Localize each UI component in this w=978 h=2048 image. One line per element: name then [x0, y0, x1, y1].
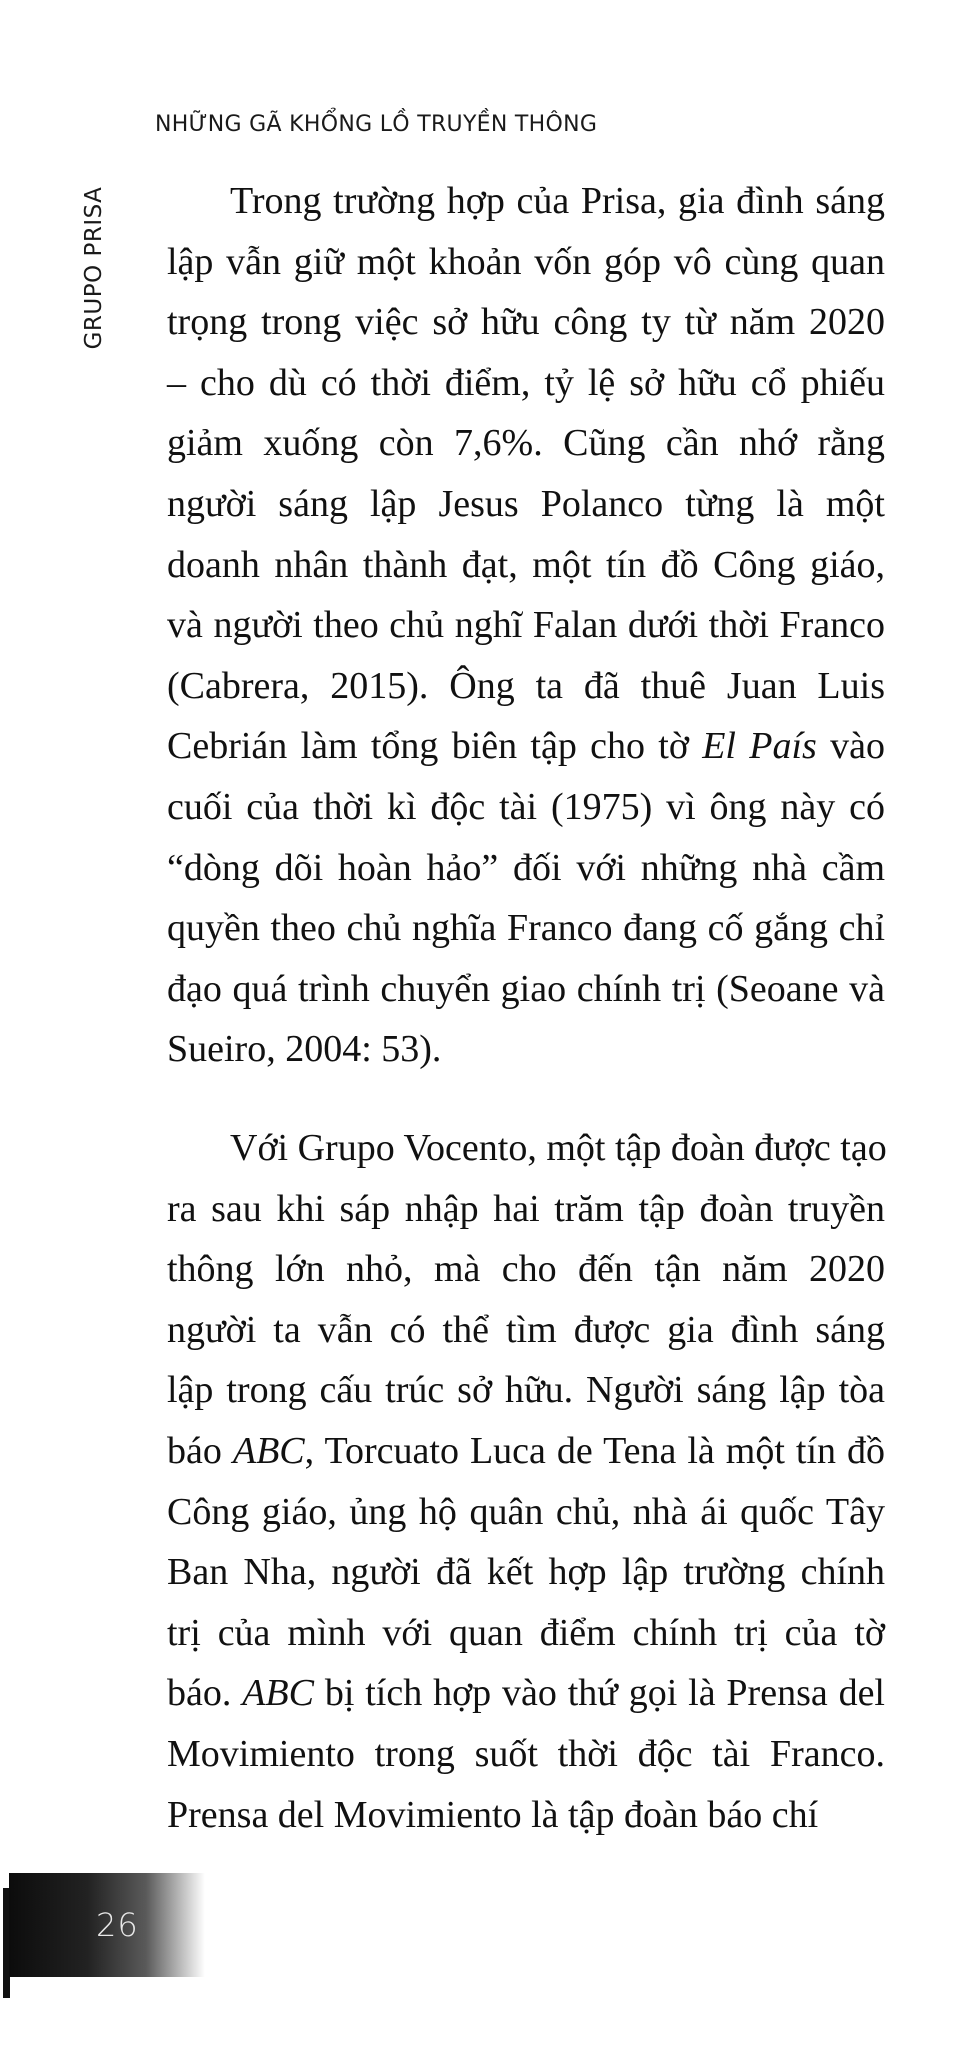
text-line: Với Grupo Vocento, một tập đoàn được tạo	[230, 1127, 887, 1169]
italic-title: ABC	[242, 1672, 314, 1715]
text-line: (Cabrera, 2015). Ông ta đã thuê Juan Luis	[167, 664, 885, 707]
text-line: Trong trường hợp của Prisa, gia đình sáng	[230, 180, 885, 222]
text-line: Movimiento trong suốt thời độc tài Franco.	[167, 1733, 885, 1775]
text-line: lập trong cấu trúc sở hữu. Người sáng lập tòa	[167, 1369, 885, 1412]
text-line: cuối của thời kì độc tài (1975) vì ông này có	[167, 786, 885, 828]
text-line: ra sau khi sáp nhập hai trăm tập đoàn truyền	[167, 1187, 885, 1230]
italic-title: ABC	[232, 1430, 305, 1472]
italic-title: El País	[702, 725, 817, 768]
text-line: trị của mình với quan điểm chính trị của tờ	[167, 1611, 885, 1654]
text-line: “dòng dõi hoàn hảo” đối với những nhà cầm	[167, 846, 885, 889]
text-line: đạo quá trình chuyển giao chính trị (Seoane và	[167, 967, 885, 1010]
text-line: báo. ABC bị tích hợp vào thứ gọi là Prensa del	[167, 1672, 885, 1715]
side-section-label: GRUPO PRISA	[81, 186, 107, 350]
text-line: Ban Nha, người đã kết hợp lập trường chính	[167, 1551, 885, 1594]
text-line: giảm xuống còn 7,6%. Cũng cần nhớ rằng	[167, 422, 885, 465]
running-header: NHỮNG GÃ KHỔNG LỒ TRUYỀN THÔNG	[155, 112, 598, 137]
text-line: Prensa del Movimiento là tập đoàn báo chí	[167, 1793, 819, 1836]
text-line: quyền theo chủ nghĩa Franco đang cố gắng chỉ	[167, 907, 885, 950]
text-line: – cho dù có thời điểm, tỷ lệ sở hữu cổ phiếu	[167, 361, 885, 404]
text-line: doanh nhân thành đạt, một tín đồ Công giáo,	[167, 543, 885, 586]
text-line: lập vẫn giữ một khoản vốn góp vô cùng quan	[167, 240, 885, 283]
text-line: báo ABC, Torcuato Luca de Tena là một tín đồ	[167, 1430, 886, 1472]
text-line: thông lớn nhỏ, mà cho đến tận năm 2020	[167, 1248, 885, 1291]
text-line: người ta vẫn có thể tìm được gia đình sáng	[167, 1308, 885, 1351]
page-number: 26	[96, 1906, 139, 1944]
text-line: người sáng lập Jesus Polanco từng là một	[167, 483, 885, 525]
text-line: Công giáo, ủng hộ quân chủ, nhà ái quốc Tây	[167, 1490, 885, 1533]
text-line: trọng trong việc sở hữu công ty từ năm 2020	[167, 301, 885, 344]
text-line: Cebrián làm tổng biên tập cho tờ El País vào	[167, 725, 885, 768]
text-line: Sueiro, 2004: 53).	[167, 1028, 442, 1071]
text-line: và người theo chủ nghĩ Falan dưới thời Franco	[167, 604, 885, 647]
